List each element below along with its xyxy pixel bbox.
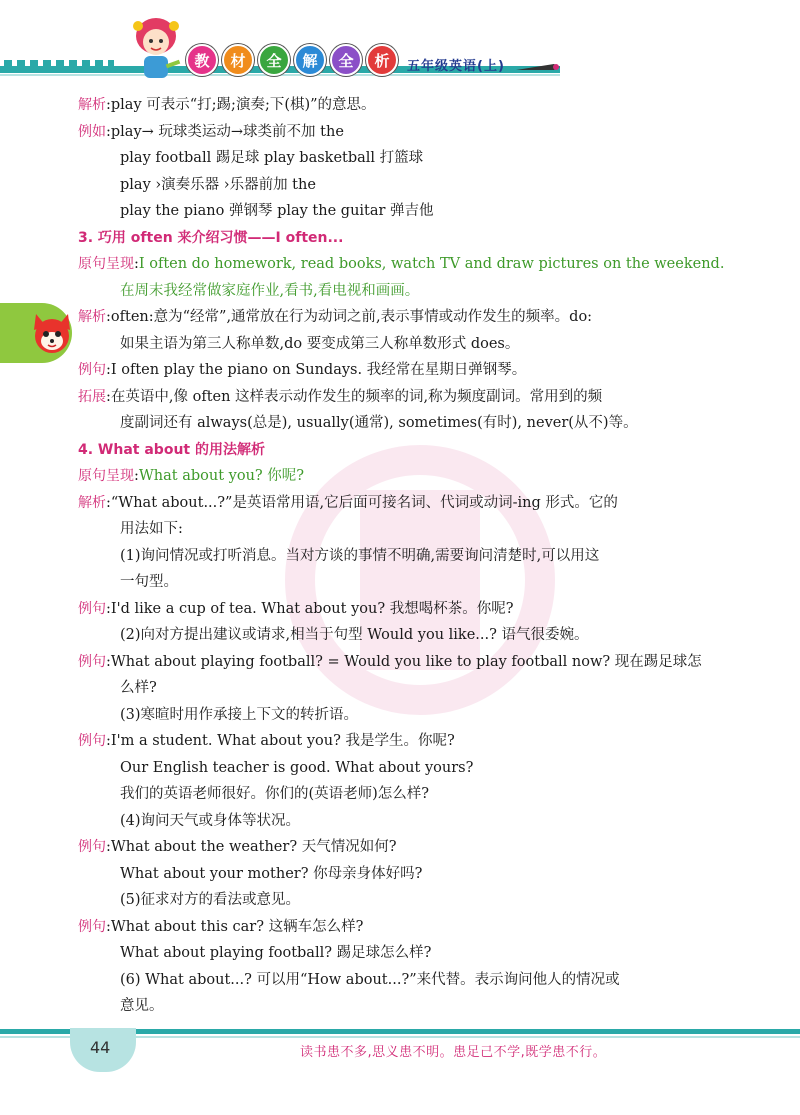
analysis-line: 解析:often:意为“经常”,通常放在行为动词之前,表示事情或动作发生的频率。do: (78, 309, 593, 325)
example-sentence-text: What about the weather? 天气情况如何? (110, 839, 397, 855)
analysis-text: often:意为“经常”,通常放在行为动词之前,表示事情或动作发生的频率。do: (110, 309, 593, 325)
original-sentence-text: I often do homework, read books, watch TV and draw pictures on the weekend. (138, 256, 725, 272)
original-sentence-label: 原句呈现 (78, 256, 134, 272)
example-sentence-label: 例句 (78, 918, 106, 935)
usage-item: (5)征求对方的看法或意见。 (120, 892, 301, 908)
example-sentence-line: 例句:I'm a student. What about you? 我是学生。你呢? (78, 733, 455, 749)
analysis-text: “What about...?”是英语常用语,它后面可接名词、代词或动词-ing 形式。它的 (110, 494, 618, 511)
extension-text: 度副词还有 always(总是), usually(通常), sometimes(有时), never(从不)等。 (120, 415, 638, 431)
analysis-line: 解析:play 可表示“打;踢;演奏;下(棋)”的意思。 (78, 97, 376, 113)
analysis-label: 解析 (78, 494, 106, 511)
usage-item: (2)向对方提出建议或请求,相当于句型 Would you like...? 语气很委婉。 (120, 627, 589, 643)
book-title (186, 44, 398, 76)
example-sentence-label: 例句 (78, 733, 106, 749)
example-sentence-label: 例句 (78, 600, 106, 617)
pen-icon (516, 62, 562, 72)
example-sentence-line: 例句:I'd like a cup of tea. What about you? 我想喝杯茶。你呢? (78, 600, 514, 617)
example-text: play→ 玩球类运动→球类前不加 the (110, 123, 344, 140)
title-char: 教 (186, 44, 218, 76)
example-sentence-line: 例句:What about playing football? = Would you like to play football now? 现在踢足球怎 (78, 653, 702, 670)
analysis-line: 解析:“What about...?”是英语常用语,它后面可接名词、代词或动词-ing 形式。它的 (78, 494, 618, 511)
example-sentence-text: I'd like a cup of tea. What about you? 我想喝杯茶。你呢? (110, 600, 514, 617)
usage-item: (3)寒暄时用作承接上下文的转折语。 (120, 706, 359, 723)
grade-label: 五年级英语(上) (407, 59, 505, 74)
example-line: play football 踢足球 play basketball 打篮球 (120, 150, 424, 166)
example-sentence-text: What about playing football? 踢足球怎么样? (120, 945, 432, 961)
example-sentence-line: 例句:I often play the piano on Sundays. 我经常在星期日弹钢琴。 (78, 362, 527, 378)
example-sentence-line: 例句:What about this car? 这辆车怎么样? (78, 918, 364, 935)
usage-item: 意见。 (120, 998, 164, 1014)
example-sentence-text: What about this car? 这辆车怎么样? (110, 918, 364, 935)
extension-text: 在英语中,像 often 这样表示动作发生的频率的词,称为频度副词。常用到的频 (110, 388, 603, 405)
example-sentence-text: What about playing football? = Would you like to play football now? 现在踢足球怎 (110, 653, 702, 670)
example-line: play ›演奏乐器 ›乐器前加 the (120, 176, 316, 193)
title-char: 全 (330, 44, 362, 76)
original-sentence-label: 原句呈现 (78, 468, 134, 484)
extension-line: 拓展:在英语中,像 often 这样表示动作发生的频率的词,称为频度副词。常用到的频 (78, 388, 603, 405)
example-sentence-text: 么样? (120, 680, 157, 696)
usage-item: (1)询问情况或打听消息。当对方谈的事情不明确,需要询问清楚时,可以用这 (120, 547, 600, 564)
section-4-title: 4. What about 的用法解析 (78, 441, 265, 458)
example-sentence-text: What about your mother? 你母亲身体好吗? (120, 865, 423, 882)
example-sentence-text: 我们的英语老师很好。你们的(英语老师)怎么样? (120, 786, 430, 802)
title-char: 全 (258, 44, 290, 76)
original-sentence-line: 原句呈现:I often do homework, read books, watch TV and draw pictures on the weekend. (78, 256, 725, 272)
footer-motto: 读书患不多,思义患不明。患足己不学,既学患不行。 (300, 1045, 607, 1060)
example-sentence-label: 例句 (78, 362, 106, 378)
original-sentence-text: What about you? 你呢? (138, 468, 305, 484)
example-line: 例如:play→ 玩球类运动→球类前不加 the (78, 123, 344, 140)
main-content (78, 92, 728, 1020)
example-sentence-text: I often play the piano on Sundays. 我经常在星期日弹钢琴。 (110, 362, 527, 378)
example-sentence-line: 例句:What about the weather? 天气情况如何? (78, 839, 397, 855)
original-sentence-translation: 在周末我经常做家庭作业,看书,看电视和画画。 (120, 282, 420, 299)
extension-label: 拓展 (78, 388, 106, 405)
example-line: play the piano 弹钢琴 play the guitar 弹吉他 (120, 203, 434, 219)
title-char: 析 (366, 44, 398, 76)
fox-mascot-icon (30, 308, 74, 358)
title-char: 解 (294, 44, 326, 76)
usage-item: (6) What about...? 可以用“How about...?”来代替。表示询问他人的情况或 (120, 971, 620, 988)
example-sentence-text: Our English teacher is good. What about yours? (120, 759, 474, 776)
analysis-label: 解析 (78, 309, 106, 325)
usage-item: (4)询问天气或身体等状况。 (120, 812, 301, 829)
analysis-text: 如果主语为第三人称单数,do 要变成第三人称单数形式 does。 (120, 335, 520, 352)
analysis-text: play 可表示“打;踢;演奏;下(棋)”的意思。 (110, 97, 376, 113)
title-char: 材 (222, 44, 254, 76)
example-sentence-label: 例句 (78, 839, 106, 855)
usage-item: 一句型。 (120, 574, 178, 590)
girl-mascot-icon (128, 14, 184, 86)
example-sentence-label: 例句 (78, 653, 106, 670)
analysis-text: 用法如下: (120, 521, 183, 537)
page-header (0, 0, 800, 95)
example-sentence-text: I'm a student. What about you? 我是学生。你呢? (110, 733, 455, 749)
original-sentence-line: 原句呈现:What about you? 你呢? (78, 468, 305, 484)
example-label: 例如 (78, 123, 106, 140)
page-number: 44 (90, 1038, 111, 1057)
section-3-title: 3. 巧用 often 来介绍习惯——I often... (78, 229, 344, 246)
analysis-label: 解析 (78, 97, 106, 113)
